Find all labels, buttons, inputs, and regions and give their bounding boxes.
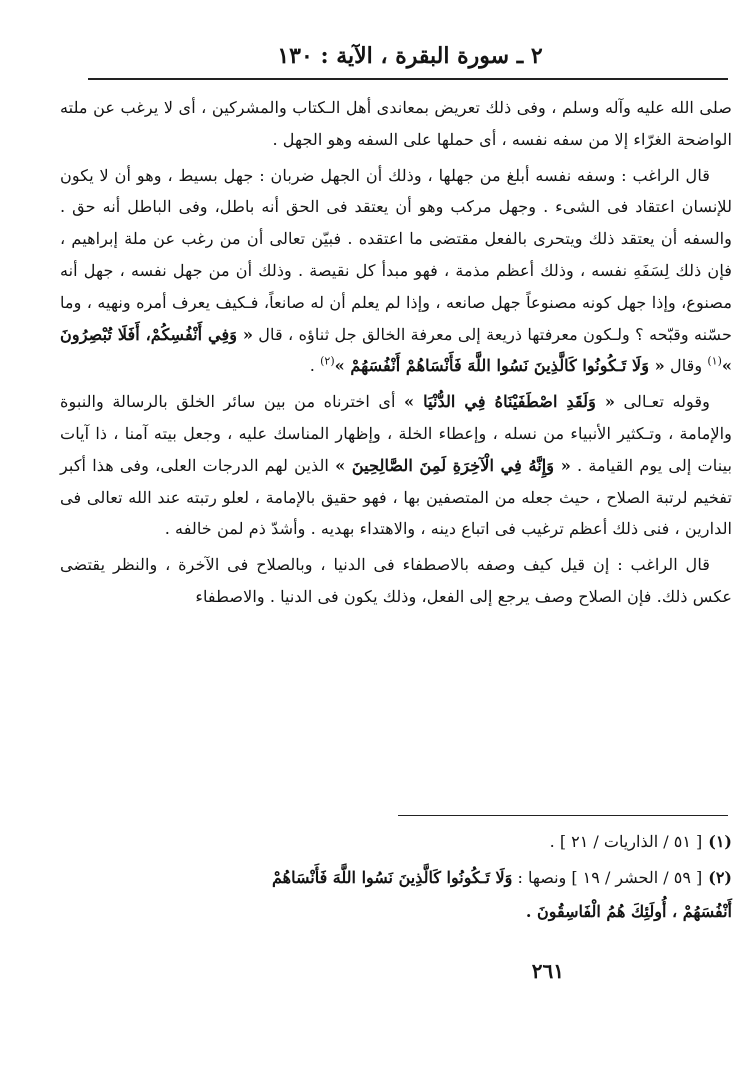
text-segment: الذين لهم الدرجات العلى، وفى هذا أكبر تفخيم لرتبة الصلاح ، حيث جعله من المتصفين بها ، فهو حقيق بالإمامة ، لعلو رتبته عند الله تعالى فى الدارين ، فنى ذلك أعظم ترغيب فى اتباع دينه ، والاهتداء بهديه . وأشدّ ذم لمن خالفه .: [60, 455, 732, 539]
paragraph-2: [60, 160, 732, 383]
text-segment: وقال: [669, 356, 703, 376]
paragraph-4: [60, 549, 732, 613]
footnote-ref-1[interactable]: (١): [707, 354, 722, 368]
footnote-text: [ ٥٩ / الحشر / ١٩ ] ونصها :: [517, 868, 703, 887]
running-title: ٢ ـ سورة البقرة ، الآية : ١٣٠: [277, 43, 543, 69]
footnote-text: [ ٥١ / الذاريات / ٢١ ] .: [549, 832, 703, 851]
quran-quote: « وَإِنَّهُ فِي الْآخِرَةِ لَمِنَ الصَّالِحِينَ »: [335, 455, 571, 475]
page-number-value: ٢٦١: [531, 959, 564, 983]
quran-quote: « وَفِي أَنْفُسِكُمْ، أَفَلَا تُبْصِرُونَ »: [60, 324, 732, 376]
paragraph-1: [60, 92, 732, 156]
quran-quote: « وَلَقَدِ اصْطَفَيْنَاهُ فِي الدُّنْيَا »: [404, 392, 616, 412]
header-rule: [88, 78, 728, 80]
text-segment: أى اخترناه من بين سائر الخلق بالرسالة والنبوة والإمامة ، وتـكثير الأنبياء من نسله ، وإعطاء الخلة ، وإظهار المناسك عليه ، وجعل بيته آمنا ، ذا آيات بينات إلى يوم القيامة .: [60, 392, 732, 475]
footnote-number: (١): [708, 832, 732, 851]
text-segment: صلى الله عليه وآله وسلم ، وفى ذلك تعريض بمعاندى أهل الـكتاب والمشركين ، أى لا يرغب عن ملته الواضحة الغرّاء إلا من سفه نفسه ، أى حملها على السفه وهو الجهل .: [60, 98, 732, 149]
footnote-quote-continuation: أَنْفُسَهُمْ ، أُولَئِكَ هُمُ الْفَاسِقُونَ .: [525, 902, 732, 921]
text-segment: قال الراغب : وسفه نفسه أبلغ من جهلها ، وذلك أن الجهل ضربان : جهل بسيط ، وهو أن لا يكون للإنسان اعتقاد فى الشىء . وجهل مركب وهو أن يعتقد فى الحق أنه باطل، وفى الباطل أنه حق . والسفه أن يعتقد ذلك ويتحرى بالفعل مقتضى ما اعتقده . فبيّن تعالى أن من رغب عن ملة إبراهيم ، فإن ذلك لِسَفَهِ نفسه ، وذلك أعظم مذمة ، فهو مبدأ كل نقيصة . وذلك أن من جهل نفسه ، جهل أنه مصنوع، وإذا جهل كونه مصنوعاً جهل صانعه ، وإذا لم يعلم أن له صانعاً، فـكيف يعرف أمره ونهيه ، وما حسّنه وقبّحه ؟ ولـكون معرفتها ذريعة إلى معرفة الخالق جل ثناؤه ، قال: [60, 165, 732, 344]
page-number: [0, 957, 736, 985]
footnote-ref-2[interactable]: (٢): [320, 354, 335, 368]
footnote-number: (٢): [708, 868, 732, 887]
text-segment: وقوله تعـالى: [623, 392, 710, 412]
paragraph-3: [60, 386, 732, 545]
text-segment: .: [309, 356, 315, 376]
footnote-1: [60, 824, 732, 860]
footnote-2: [60, 860, 732, 896]
footnote-2-continuation: [60, 896, 732, 928]
quran-quote: « وَلَا تَـكُونُوا كَالَّذِينَ نَسُوا اللَّهَ فَأَنْسَاهُمْ أَنْفُسَهُمْ »: [334, 356, 665, 376]
footnote-quote: وَلَا تَـكُونُوا كَالَّذِينَ نَسُوا اللَّهَ فَأَنْسَاهُمْ: [272, 868, 513, 887]
footnote-separator: [398, 815, 728, 816]
main-text: [60, 92, 732, 617]
footnotes: [60, 824, 732, 928]
text-segment: قال الراغب : إن قيل كيف وصفه بالاصطفاء فى الدنيا ، وبالصلاح فى الآخرة ، والنظر يقتضى عكس ذلك. فإن الصلاح وصف يرجع إلى الفعل، وذلك يكون فى الدنيا . والاصطفاء: [60, 555, 732, 606]
